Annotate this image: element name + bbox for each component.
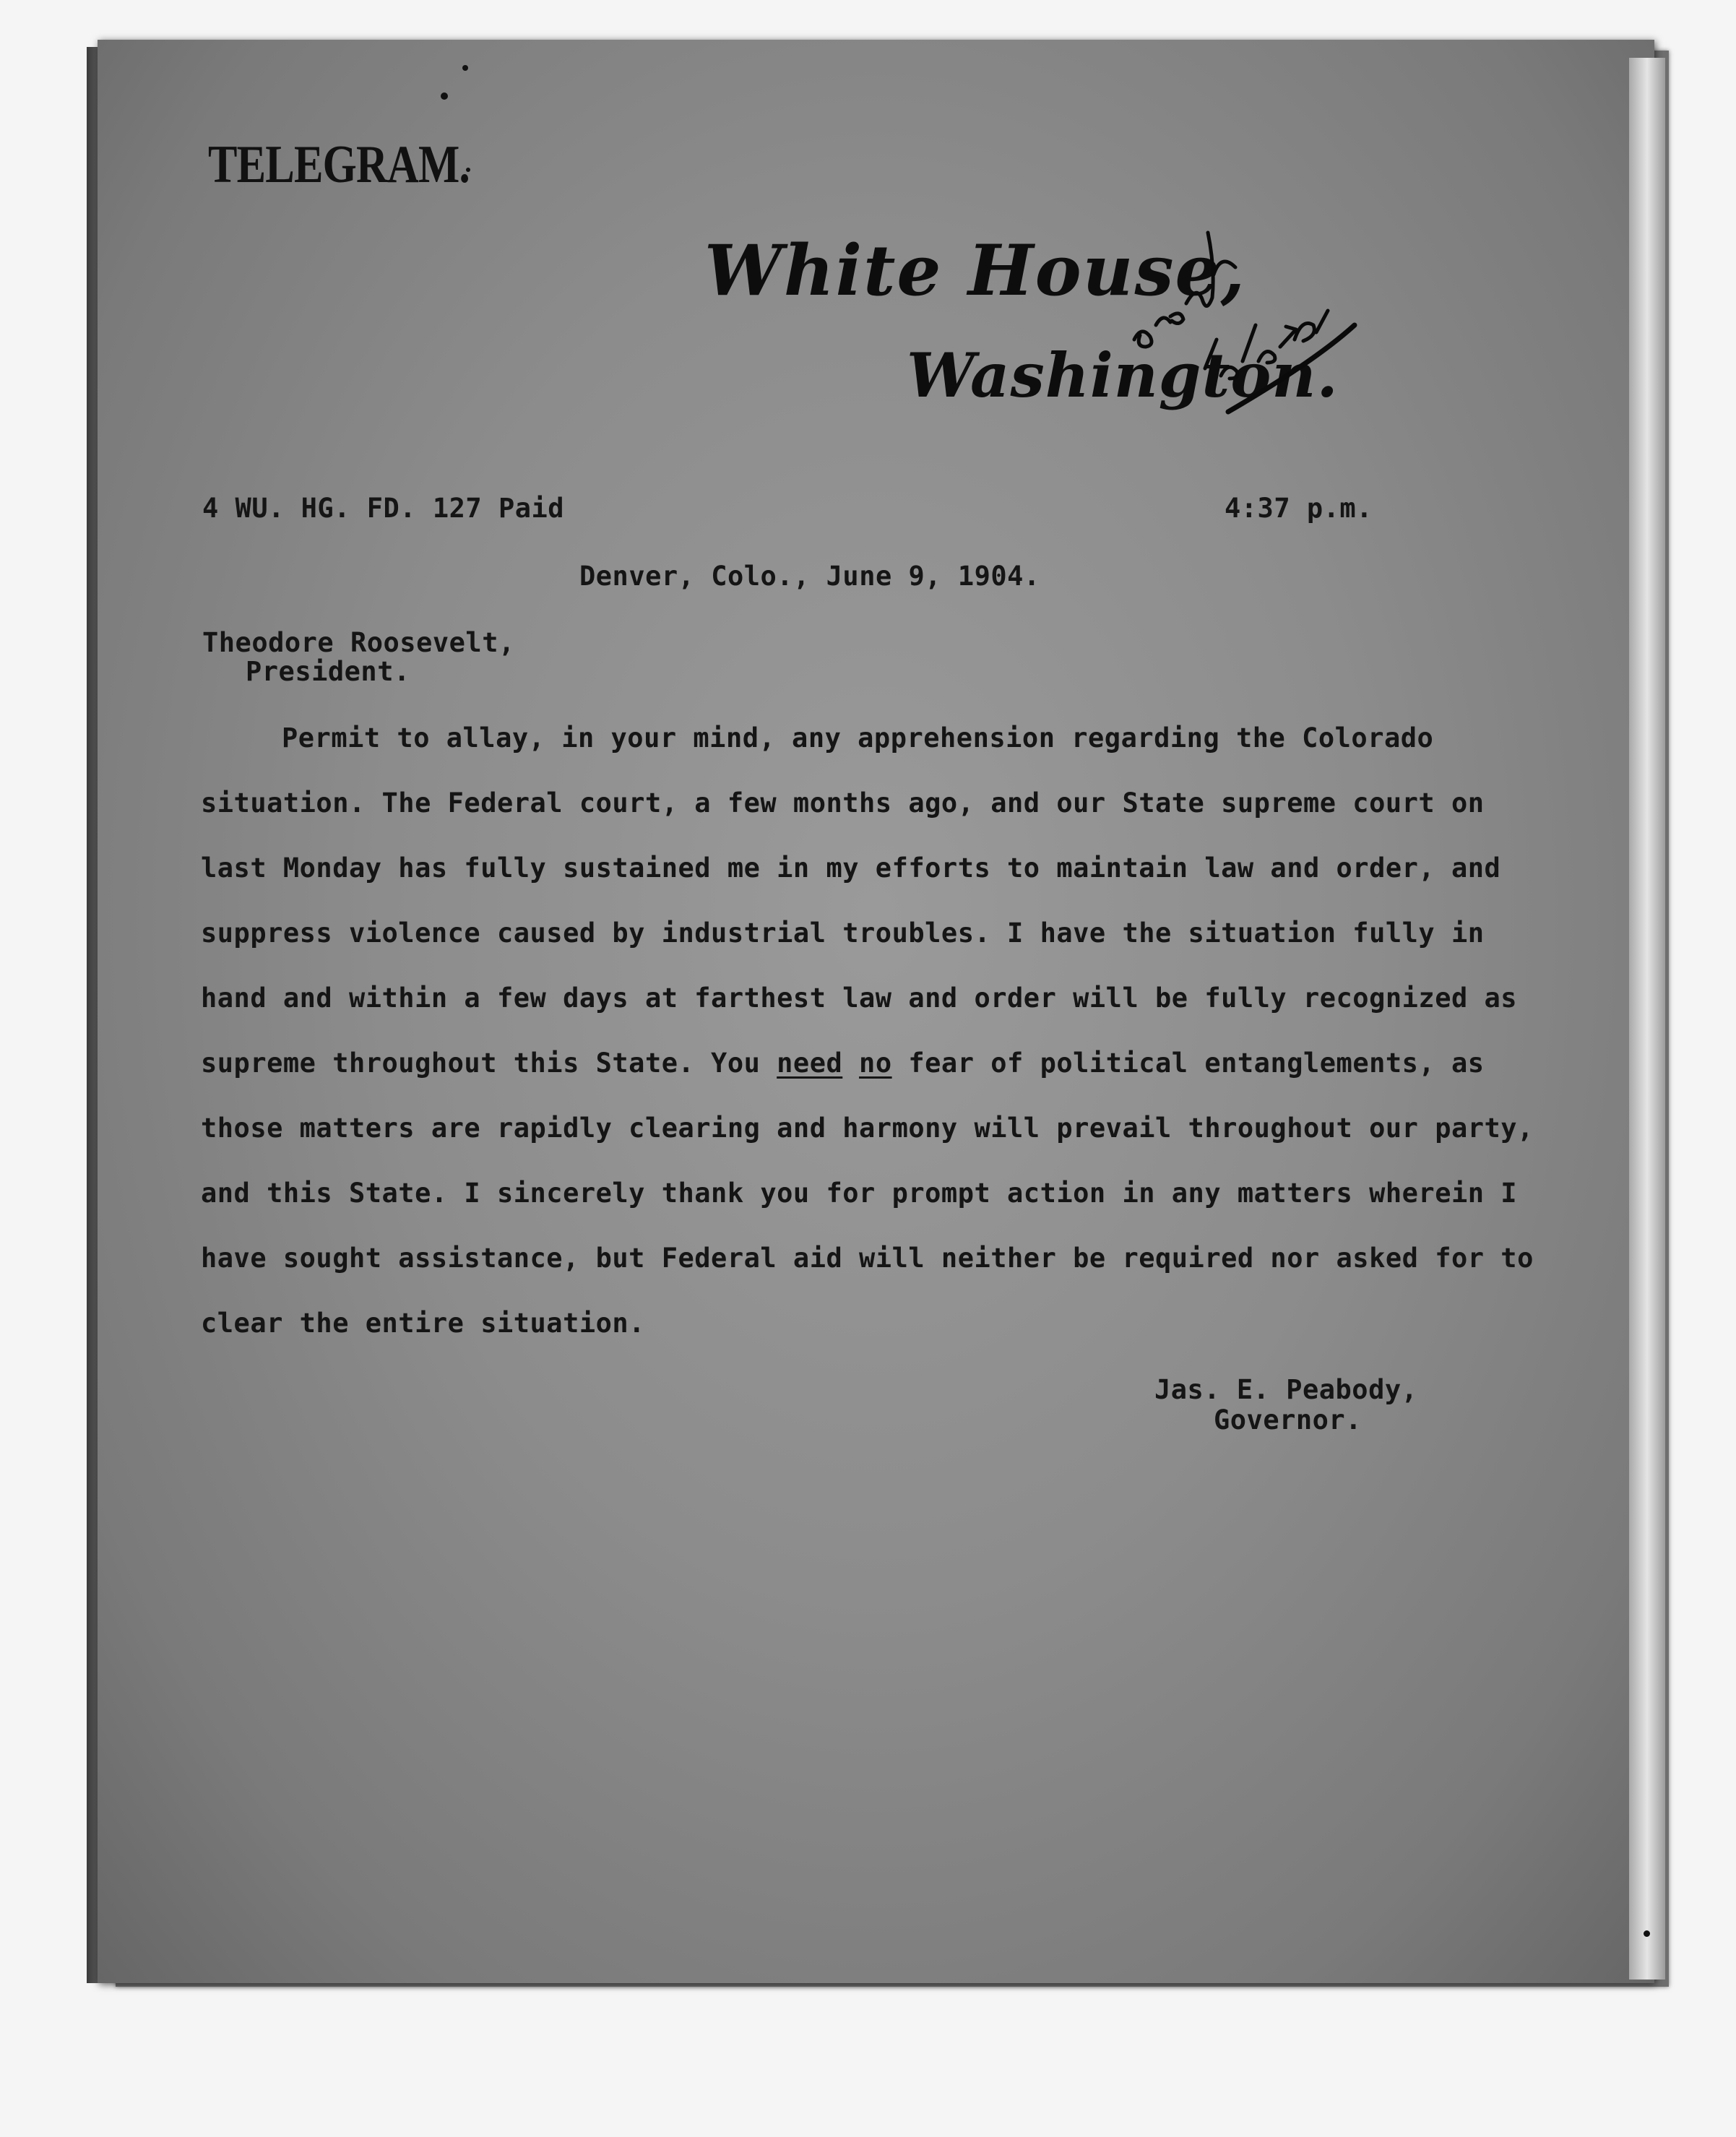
body-line-2: situation. The Federal court, a few months ago, and our State supreme court on	[201, 787, 1485, 819]
body-line-5: hand and within a few days at farthest law and order will be fully recognized as	[201, 983, 1518, 1014]
scan-speck	[1644, 1930, 1650, 1937]
letterhead-washington: Washington.	[907, 340, 1339, 411]
body-line-10: clear the entire situation.	[201, 1308, 645, 1339]
scan-speck	[462, 65, 468, 71]
paper-right-edge	[1629, 58, 1665, 1980]
sent-time: 4:37 p.m.	[1225, 493, 1373, 524]
body-line-8: and this State. I sincerely thank you for prompt action in any matters wherein I	[201, 1178, 1518, 1209]
dateline: Denver, Colo., June 9, 1904.	[579, 561, 1040, 592]
body-line-6	[201, 1048, 1485, 1079]
body-line-7: those matters are rapidly clearing and harmony will prevail throughout our party,	[201, 1113, 1534, 1144]
routing-code: 4 WU. HG. FD. 127 Paid	[202, 493, 565, 524]
body-line-3: last Monday has fully sustained me in my efforts to maintain law and order, and	[201, 852, 1501, 884]
underlined-no: no	[859, 1048, 892, 1079]
letterhead-white-house: White House,	[704, 230, 1246, 311]
signature-title: Governor.	[1214, 1404, 1362, 1436]
body-line-9: have sought assistance, but Federal aid will neither be required nor asked for to	[201, 1243, 1534, 1274]
body-line-6-start: supreme throughout this State. You	[201, 1048, 777, 1079]
telegram-label: TELEGRAM.	[208, 135, 470, 194]
body-line-6-end: fear of political entanglements, as	[891, 1048, 1485, 1079]
body-line-6-space	[842, 1048, 859, 1079]
underlined-need: need	[777, 1048, 843, 1079]
handwritten-received-note	[1127, 195, 1373, 426]
addressee-name: Theodore Roosevelt,	[202, 627, 515, 658]
scan-speck	[441, 92, 448, 100]
body-line-4: suppress violence caused by industrial troubles. I have the situation fully in	[201, 918, 1485, 949]
addressee-title: President.	[246, 656, 410, 687]
signature-name: Jas. E. Peabody,	[1154, 1374, 1418, 1405]
body-line-1: Permit to allay, in your mind, any apprehension regarding the Colorado	[282, 722, 1434, 754]
